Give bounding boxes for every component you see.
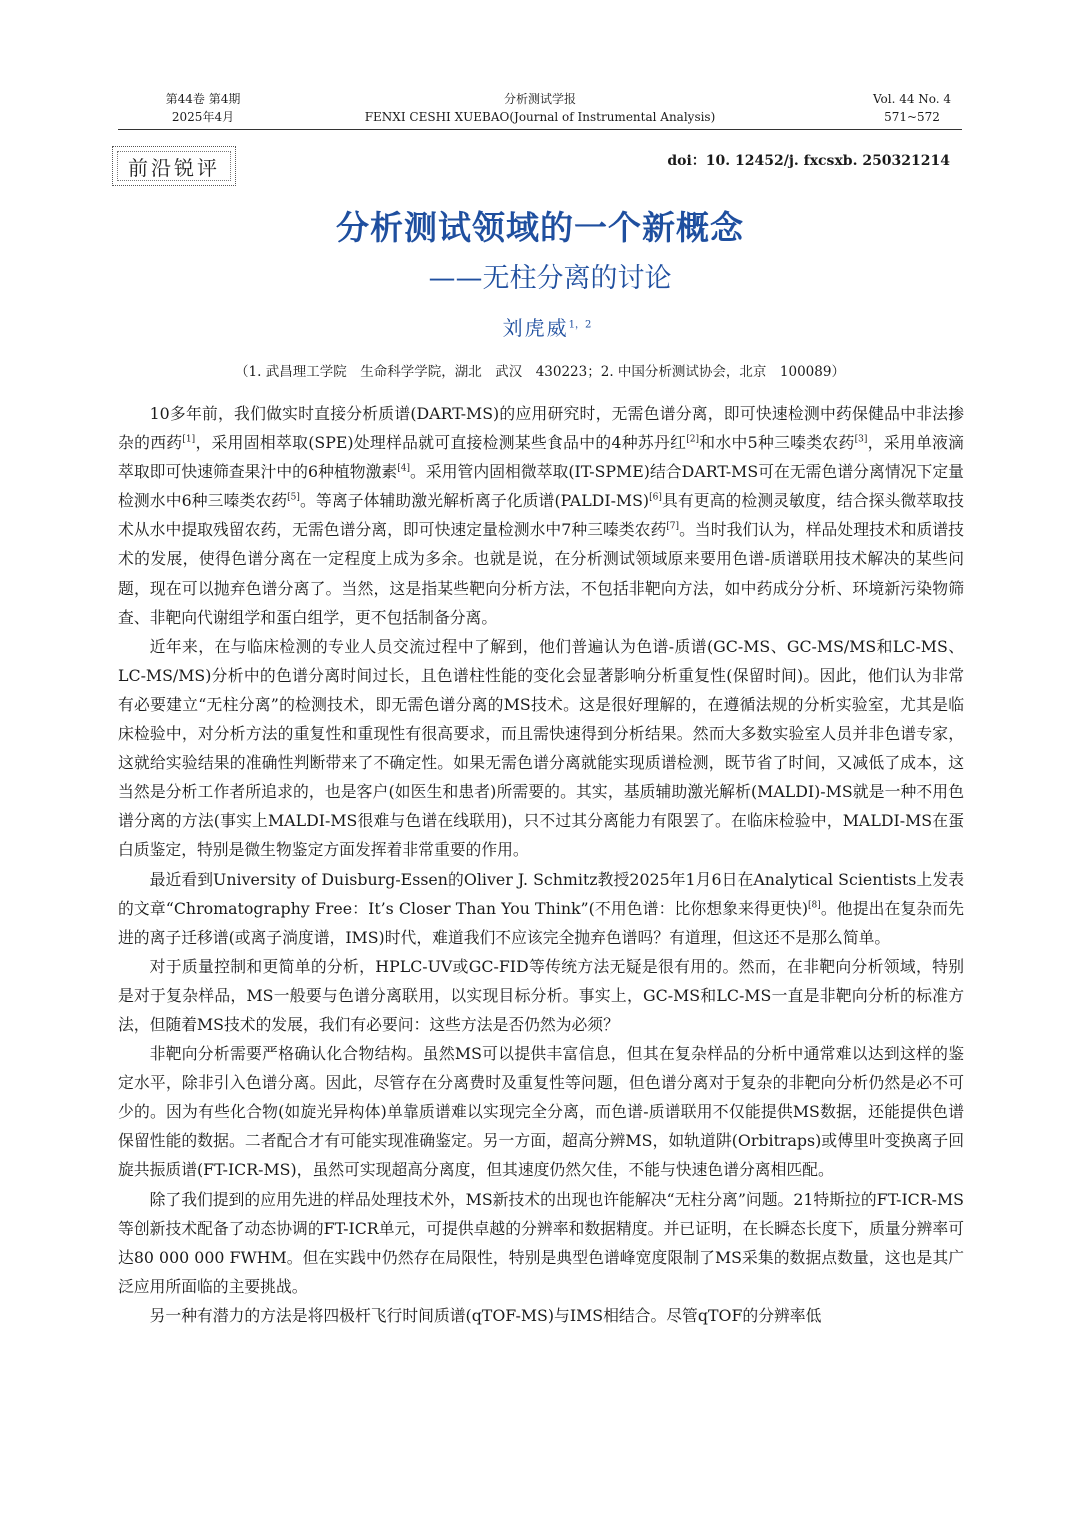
text-run: 对于质量控制和更简单的分析，HPLC-UV或GC-FID等传统方法无疑是很有用的。然而，在非靶向分析领域，特别是对于复杂样品，MS一般要与色谱分离联用，以实现目标分析。事实上，GC-MS和LC-MS一直是非靶向分析的标准方法，但随着MS技术的发展，我们有必要问：这些方法是否仍然为必须？: [118, 956, 964, 1034]
paragraph: [118, 865, 964, 952]
running-header: [118, 90, 962, 130]
volume-issue: 第44卷 第4期: [165, 92, 241, 106]
citation-ref[interactable]: [3]: [854, 434, 868, 445]
citation-ref[interactable]: [8]: [808, 900, 821, 911]
text-run: 和水中5种三嗪类农药: [699, 433, 855, 453]
paragraph: [118, 1185, 964, 1301]
affiliation: （1. 武昌理工学院 生命科学学院，湖北 武汉 430223；2. 中国分析测试协会，北京 100089）: [235, 364, 845, 380]
volume-pages: [862, 90, 962, 126]
citation-ref[interactable]: [2]: [686, 434, 699, 445]
issue-date: 2025年4月: [171, 110, 235, 124]
paragraph: [118, 1039, 964, 1184]
citation-ref[interactable]: [7]: [666, 522, 680, 533]
doi[interactable]: doi：10. 12452/j. fxcsxb. 250321214: [667, 153, 950, 169]
text-run: ，采用固相萃取(SPE)处理样品就可直接检测某些食品中的4种苏丹红: [195, 433, 687, 453]
text-run: 。他提出在复杂而先进的离子迁移谱(或离子淌度谱，IMS)时代，难道我们不应该完全抛弃色谱吗？有道理，但这还不是那么简单。: [118, 898, 964, 947]
text-run: 最近看到University of Duisburg-Essen的Oliver J. Schmitz教授2025年1月6日在Analytical Scientists上发表的文章“Chromatography Free：It’s Closer Than You Think”(不用色谱：比你想象来得更快): [118, 869, 964, 918]
citation-ref[interactable]: [1]: [182, 434, 196, 445]
text-run: 另一种有潜力的方法是将四极杆飞行时间质谱(qTOF-MS)与IMS相结合。尽管qTOF的分辨率低: [149, 1305, 822, 1325]
page-range: 571~572: [884, 110, 940, 124]
paragraph: [118, 399, 964, 632]
journal-name-en: FENXI CESHI XUEBAO(Journal of Instrumental Analysis): [364, 110, 716, 124]
author-name: 刘虎威: [502, 316, 569, 340]
paragraph: [118, 632, 964, 865]
text-run: 除了我们提到的应用先进的样品处理技术外，MS新技术的出现也许能解决“无柱分离”问题。21特斯拉的FT-ICR-MS等创新技术配备了动态协调的FT-ICR单元，可提供卓越的分辨率和数据精度。并已证明，在长瞬态长度下，质量分辨率可达80 000 000 FWHM。但在实践中仍然存在局限性，特别是典型色谱峰宽度限制了MS采集的数据点数量，这也是其广泛应用所面临的主要挑战。: [118, 1189, 964, 1296]
paragraph: [118, 1301, 964, 1330]
article-body: [118, 399, 964, 1330]
text-run: 。当时我们认为，样品处理技术和质谱技术的发展，使得色谱分离在一定程度上成为多余。也就是说，在分析测试领域原来要用色谱-质谱联用技术解决的某些问题，现在可以抛弃色谱分离了。当然，这是指某些靶向分析方法，不包括非靶向方法，如中药成分分析、环境新污染物筛查、非靶向代谢组学和蛋白组学，更不包括制备分离。: [118, 520, 964, 627]
author-affiliation-marks: 1，2: [568, 319, 592, 331]
text-run: 具有更高的检测灵敏度，结合探头微萃取技术从水中提取残留农药，无需色谱分离，即可快速定量检测水中7种三嗪类农药: [118, 491, 964, 540]
citation-ref[interactable]: [6]: [649, 493, 662, 504]
article-subtitle: ——无柱分离的讨论: [428, 263, 672, 294]
article-title: 分析测试领域的一个新概念: [336, 208, 744, 247]
citation-ref[interactable]: [5]: [287, 493, 300, 504]
journal-name-cn: 分析测试学报: [503, 92, 576, 106]
text-run: 。采用管内固相微萃取(IT-SPME)结合DART-MS可在无需色谱分离情况下定量检测水中6种三嗪类农药: [118, 462, 964, 511]
column-label: 前沿锐评: [112, 146, 236, 186]
text-run: 。等离子体辅助激光解析离子化质谱(PALDI-MS): [299, 491, 650, 511]
text-run: 近年来，在与临床检测的专业人员交流过程中了解到，他们普遍认为色谱-质谱(GC-MS、GC-MS/MS和LC-MS、LC-MS/MS)分析中的色谱分离时间过长，且色谱柱性能的变化会显著影响分析重复性(保留时间)。因此，他们认为非常有必要建立“无柱分离”的检测技术，即无需色谱分离的MS技术。这是很好理解的，在遵循法规的分析实验室，尤其是临床检验中，对分析方法的重复性和重现性有很高要求，而且需快速得到分析结果。然而大多数实验室人员并非色谱专家，这就给实验结果的准确性判断带来了不确定性。如果无需色谱分离就能实现质谱检测，既节省了时间，又减低了成本，这当然是分析工作者所追求的，也是客户(如医生和患者)所需要的。其实，基质辅助激光解析(MALDI)-MS就是一种不用色谱分离的方法(事实上MALDI-MS很难与色谱在线联用)，只不过其分离能力有限罢了。在临床检验中，MALDI-MS在蛋白质鉴定，特别是微生物鉴定方面发挥着非常重要的作用。: [118, 636, 964, 860]
text-run: 非靶向分析需要严格确认化合物结构。虽然MS可以提供丰富信息，但其在复杂样品的分析中通常难以达到这样的鉴定水平，除非引入色谱分离。因此，尽管存在分离费时及重复性等问题，但色谱分离对于复杂的非靶向分析仍然是必不可少的。因为有些化合物(如旋光异构体)单靠质谱难以实现完全分离，而色谱-质谱联用不仅能提供MS数据，还能提供色谱保留性能的数据。二者配合才有可能实现准确鉴定。另一方面，超高分辨MS，如轨道阱(Orbitraps)或傅里叶变换离子回旋共振质谱(FT-ICR-MS)，虽然可实现超高分离度，但其速度仍然欠佳，不能与快速色谱分离相匹配。: [118, 1044, 964, 1180]
header-rule: [118, 129, 962, 130]
paragraph: [118, 952, 964, 1039]
volume-en: Vol. 44 No. 4: [872, 92, 952, 106]
text-run: ，采用单液滴萃取即可快速筛查果汁中的6种植物激素: [118, 433, 964, 482]
text-run: 10多年前，我们做实时直接分析质谱(DART-MS)的应用研究时，无需色谱分离，即可快速检测中药保健品中非法掺杂的西药: [118, 404, 964, 453]
citation-ref[interactable]: [4]: [397, 463, 410, 474]
journal-info: [118, 90, 962, 126]
author-line: [0, 312, 1080, 341]
